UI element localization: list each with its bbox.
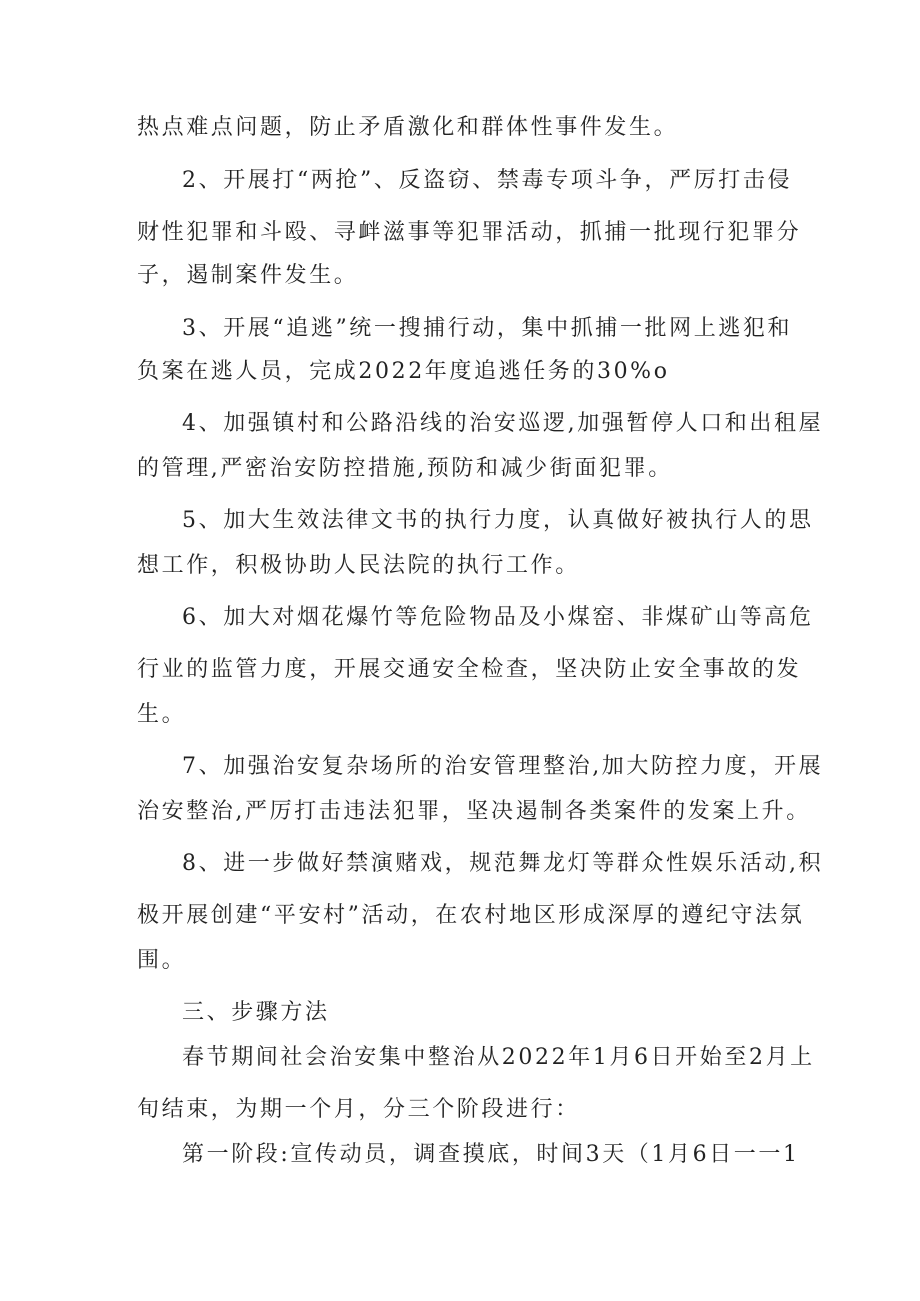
text-line: 治安整治,严厉打击违法犯罪，坚决遏制各类案件的发案上升。	[137, 799, 811, 824]
text-line: 3、开展“追逃”统一搜捕行动，集中抓捕一批网上逃犯和	[182, 316, 793, 341]
text-line: 的管理,严密治安防控措施,预防和减少街面犯罪。	[137, 456, 673, 481]
text-line: 6、加大对烟花爆竹等危险物品及小煤窑、非煤矿山等高危	[182, 605, 814, 630]
text-line: 财性犯罪和斗殴、寻衅滋事等犯罪活动，抓捕一批现行犯罪分	[137, 220, 802, 245]
text-line: 7、加强治安复杂场所的治安管理整治,加大防控力度，开展	[182, 754, 824, 779]
text-line: 负案在逃人员，完成2022年度追逃任务的30%o	[137, 359, 670, 384]
text-line: 第一阶段:宣传动员，调查摸底，时间3天（1月6日一一1	[182, 1142, 800, 1167]
text-line: 极开展创建“平安村”活动，在农村地区形成深厚的遵纪守法氛	[137, 903, 805, 928]
text-line: 子，遏制案件发生。	[137, 263, 359, 288]
text-line: 想工作，积极协助人民法院的执行工作。	[137, 553, 580, 578]
text-line: 春节期间社会治安集中整治从2022年1月6日开始至2月上	[182, 1045, 815, 1070]
section-heading: 三、步骤方法	[182, 1000, 330, 1025]
text-line: 围。	[137, 948, 187, 973]
text-line: 生。	[137, 702, 187, 727]
text-line: 8、进一步做好禁演赌戏，规范舞龙灯等群众性娱乐活动,积	[182, 851, 824, 876]
text-line: 旬结束，为期一个月，分三个阶段进行：	[137, 1097, 580, 1122]
text-line: 5、加大生效法律文书的执行力度，认真做好被执行人的思	[182, 508, 814, 533]
text-line: 行业的监管力度，开展交通安全检查，坚决防止安全事故的发	[137, 657, 802, 682]
text-line: 热点难点问题，防止矛盾激化和群体性事件发生。	[137, 115, 679, 140]
text-line: 4、加强镇村和公路沿线的治安巡逻,加强暂停人口和出租屋	[182, 411, 824, 436]
text-line: 2、开展打“两抢”、反盗窃、禁毒专项斗争，严厉打击侵	[182, 168, 793, 193]
